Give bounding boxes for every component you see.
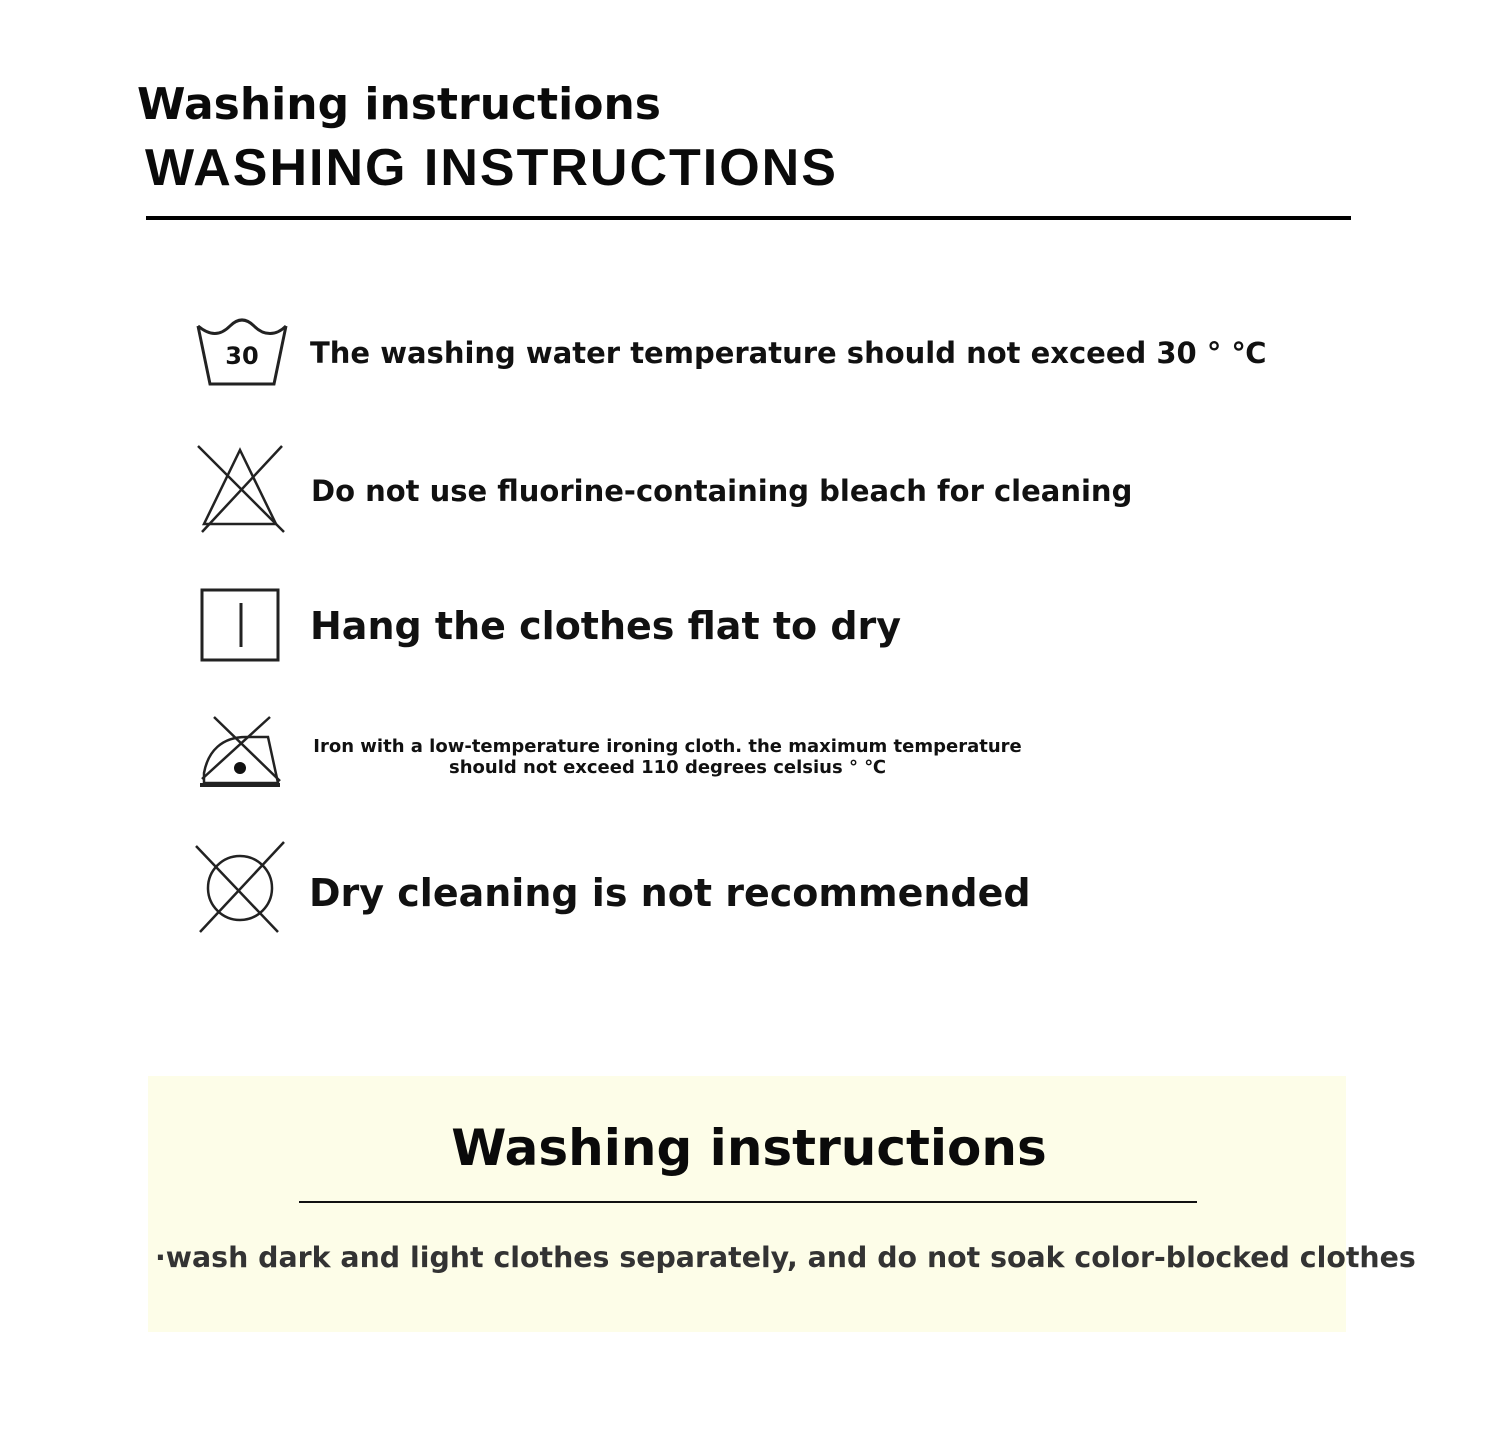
dry-flat-icon (196, 585, 296, 685)
care-item-text: Dry cleaning is not recommended (309, 871, 1031, 915)
care-item-text: The washing water temperature should not exceed 30 ° ℃ (310, 336, 1267, 370)
care-item-text: Hang the clothes flat to dry (310, 604, 902, 648)
notes-divider (299, 1201, 1197, 1203)
care-item-no-dry-clean (190, 838, 1290, 938)
no-bleach-icon (190, 440, 290, 540)
page-title-caps: WASHING INSTRUCTIONS (145, 139, 838, 197)
notes-title: Washing instructions (451, 1119, 1047, 1177)
header-divider (146, 216, 1351, 220)
iron-low-temperature-icon (198, 713, 298, 813)
care-item-no-bleach (190, 440, 1290, 540)
care-item-text: Do not use fluorine-containing bleach for cleaning (311, 474, 1133, 508)
care-item-wash-temperature (190, 312, 1290, 402)
notes-panel (148, 1076, 1346, 1332)
page-title: Washing instructions (137, 79, 661, 130)
no-dry-clean-icon (190, 838, 290, 938)
care-item-dry-flat (190, 585, 1290, 665)
notes-text: ·wash dark and light clothes separately, and do not soak color-blocked clothes (155, 1241, 1416, 1274)
wash-30-icon (192, 312, 292, 412)
care-item-text: Iron with a low-temperature ironing cloth. the maximum temperature should not exceed 110 degrees celsius ° ℃ (313, 736, 1022, 778)
wash-temperature-number: 30 (225, 342, 259, 370)
care-item-iron-low (190, 713, 1290, 793)
